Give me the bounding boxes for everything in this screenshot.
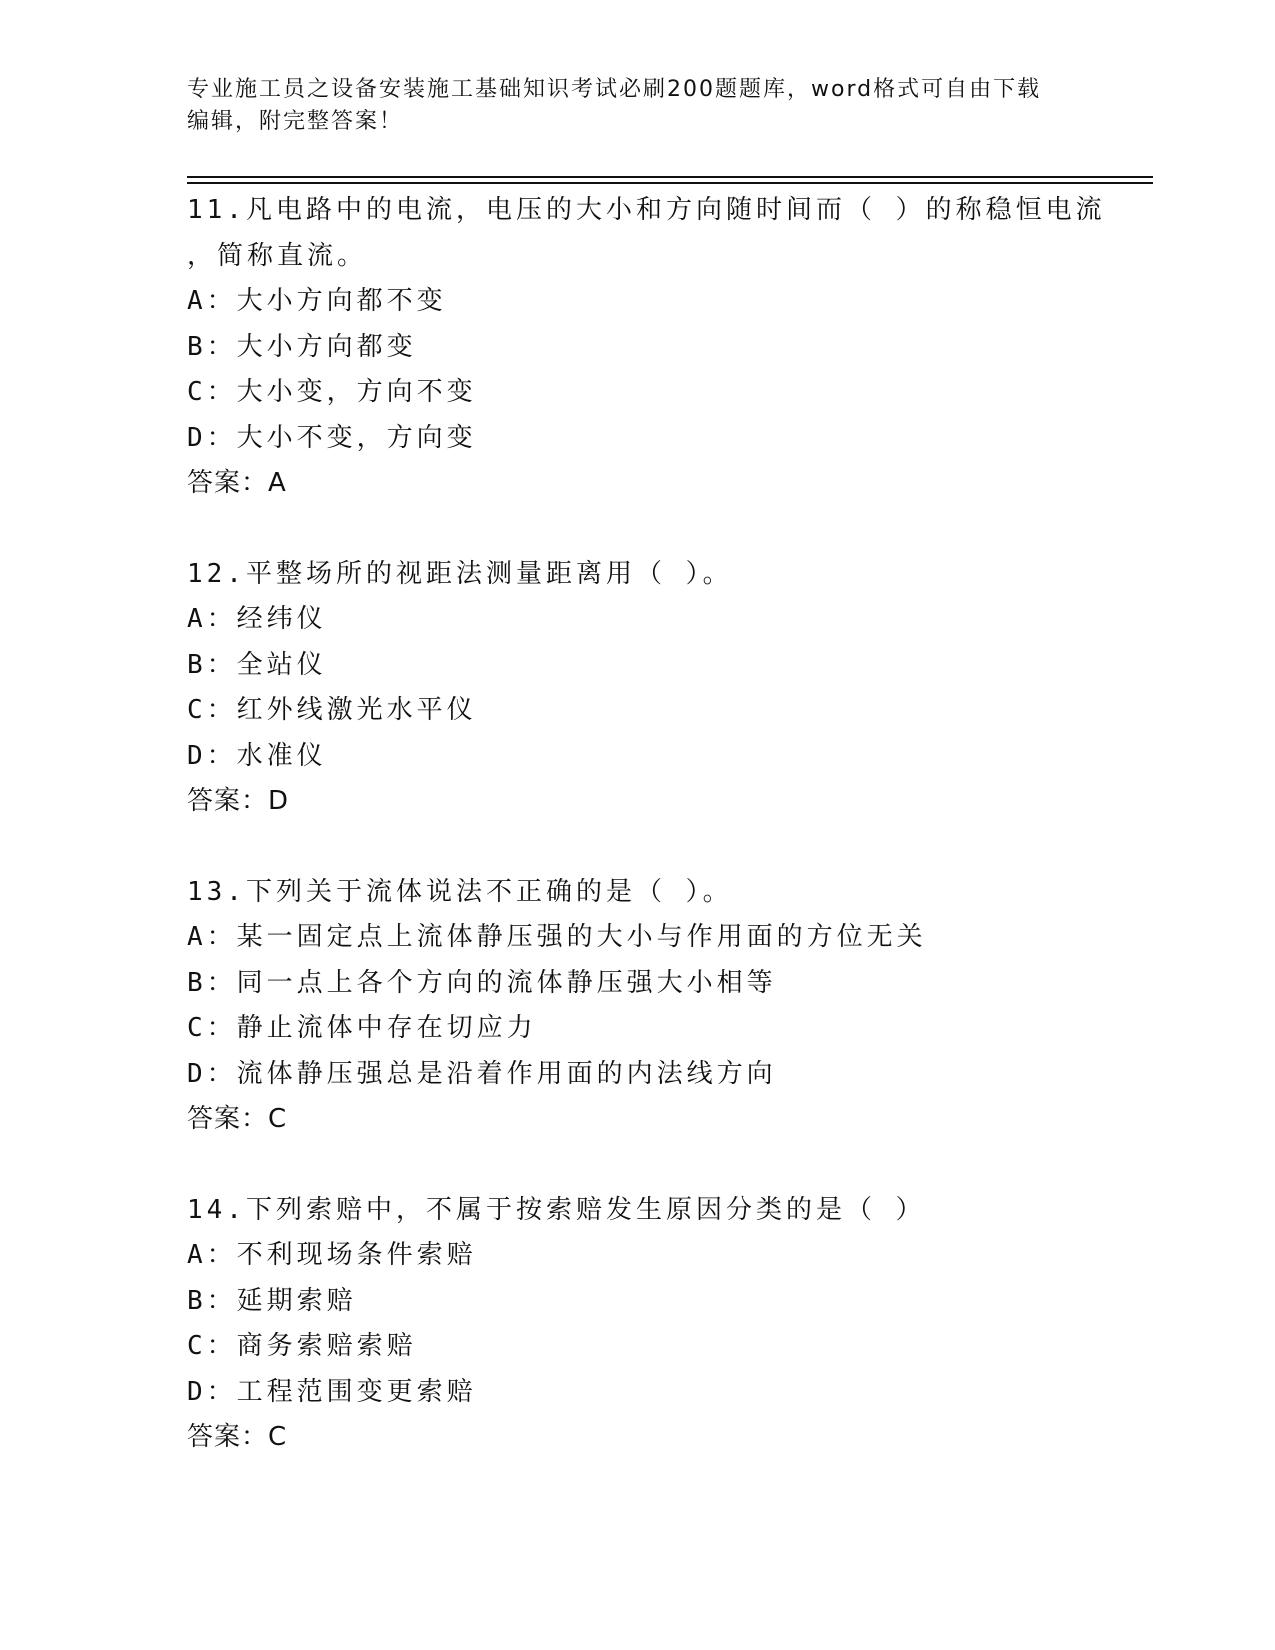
answer-label: 答案：C	[187, 1422, 288, 1452]
option-a: A：大小方向都不变	[187, 286, 447, 316]
question-stem: 13.下列关于流体说法不正确的是（ ）。	[187, 876, 733, 907]
answer-label: 答案：C	[187, 1104, 288, 1134]
answer-label: 答案：D	[187, 786, 290, 816]
option-a: A：不利现场条件索赔	[187, 1240, 477, 1270]
header-divider-top	[187, 176, 1153, 178]
option-c: C：静止流体中存在切应力	[187, 1013, 537, 1043]
header-title-line-1: 专业施工员之设备安装施工基础知识考试必刷200题题库，word格式可自由下载	[187, 77, 1042, 102]
question-stem: 11.凡电路中的电流，电压的大小和方向随时间而（ ）的称稳恒电流	[187, 195, 1106, 225]
question-list	[187, 188, 1106, 1461]
question-12	[187, 552, 1087, 825]
option-b: B：延期索赔	[187, 1285, 357, 1316]
document-header	[187, 74, 1087, 138]
option-d: D：水准仪	[187, 740, 327, 771]
option-d: D：大小不变，方向变	[187, 422, 477, 453]
header-divider-bottom	[187, 182, 1153, 184]
option-b: B：同一点上各个方向的流体静压强大小相等	[187, 967, 777, 998]
option-c: C：商务索赔索赔	[187, 1331, 417, 1361]
option-a: A：经纬仪	[187, 604, 327, 634]
question-14	[187, 1188, 1087, 1461]
option-a: A：某一固定点上流体静压强的大小与作用面的方位无关	[187, 922, 927, 952]
option-d: D：工程范围变更索赔	[187, 1376, 477, 1407]
option-d: D：流体静压强总是沿着作用面的内法线方向	[187, 1058, 777, 1089]
question-11	[187, 188, 1106, 507]
header-title-line-2: 编辑，附完整答案！	[187, 109, 404, 134]
option-b: B：全站仪	[187, 649, 327, 680]
option-b: B：大小方向都变	[187, 331, 417, 362]
answer-label: 答案：A	[187, 468, 287, 498]
question-stem: 14.下列索赔中，不属于按索赔发生原因分类的是（ ）	[187, 1194, 926, 1225]
question-13	[187, 870, 1087, 1143]
option-c: C：大小变，方向不变	[187, 377, 477, 407]
question-stem-continued: ，简称直流。	[187, 240, 368, 271]
question-stem: 12.平整场所的视距法测量距离用（ ）。	[187, 558, 733, 589]
option-c: C：红外线激光水平仪	[187, 695, 477, 725]
